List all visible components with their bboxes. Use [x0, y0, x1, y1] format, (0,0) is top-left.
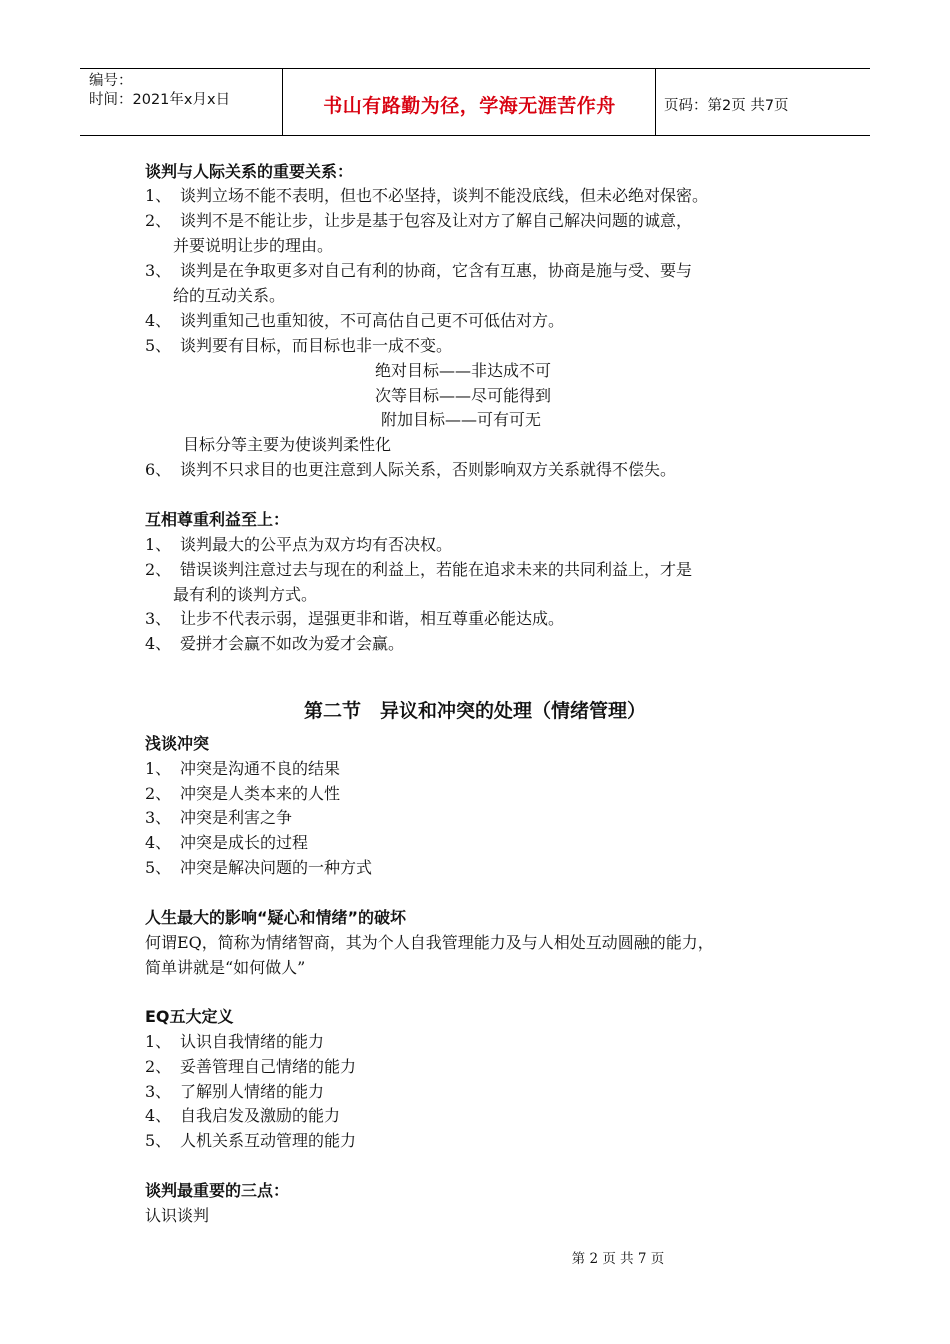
- list-item-continuation: 给的互动关系。: [173, 286, 286, 305]
- paragraph-line: 认识谈判: [145, 1206, 210, 1225]
- list-item: 6、 谈判不只求目的也更注意到人际关系，否则影响双方关系就得不偿失。: [145, 460, 677, 479]
- list-item: 2、 谈判不是不能让步，让步是基于包容及让对方了解自己解决问题的诚意，: [145, 211, 693, 230]
- goal-line: 次等目标——尽可能得到: [375, 386, 552, 405]
- list-item: 4、 自我启发及激励的能力: [145, 1106, 341, 1125]
- list-item: 2、 错误谈判注意过去与现在的利益上，若能在追求未来的共同利益上，才是: [145, 560, 693, 579]
- paragraph-line: 何谓EQ，简称为情绪智商，其为个人自我管理能力及与人相处互动圆融的能力，: [145, 933, 714, 952]
- list-item: 5、 谈判要有目标，而目标也非一成不变。: [145, 336, 453, 355]
- list-item: 3、 冲突是利害之争: [145, 808, 293, 827]
- header-divider: [655, 69, 656, 135]
- section-heading: 谈判最重要的三点：: [145, 1181, 290, 1200]
- section-heading: 浅谈冲突: [145, 734, 210, 753]
- list-item: 1、 认识自我情绪的能力: [145, 1032, 325, 1051]
- chapter-title: 第二节 异议和冲突的处理（情绪管理）: [303, 700, 646, 722]
- header-meta: [89, 72, 230, 110]
- list-item: 2、 冲突是人类本来的人性: [145, 784, 341, 803]
- list-item: 4、 冲突是成长的过程: [145, 833, 309, 852]
- list-item: 3、 了解别人情绪的能力: [145, 1082, 325, 1101]
- section-heading: 谈判与人际关系的重要关系：: [145, 162, 354, 181]
- list-item: 4、 爱拼才会赢不如改为爱才会赢。: [145, 634, 405, 653]
- list-item: 2、 妥善管理自己情绪的能力: [145, 1057, 357, 1076]
- list-item: 4、 谈判重知己也重知彼，不可高估自己更不可低估对方。: [145, 311, 565, 330]
- paragraph-line: 简单讲就是“如何做人”: [145, 958, 306, 977]
- page-header: [80, 68, 870, 136]
- list-item: 1、 谈判立场不能不表明，但也不必坚持，谈判不能没底线，但未必绝对保密。: [145, 186, 709, 205]
- time-label: 时间：2021年x月x日: [89, 92, 231, 108]
- list-item: 5、 人机关系互动管理的能力: [145, 1131, 357, 1150]
- list-item: 5、 冲突是解决问题的一种方式: [145, 858, 373, 877]
- header-motto: 书山有路勤为径，学海无涯苦作舟: [323, 95, 616, 117]
- list-item-continuation: 最有利的谈判方式。: [173, 585, 318, 604]
- section-heading: 人生最大的影响“疑心和情绪”的破坏: [145, 908, 407, 927]
- list-item: 1、 冲突是沟通不良的结果: [145, 759, 341, 778]
- list-item-continuation: 并要说明让步的理由。: [173, 236, 334, 255]
- section-heading: EQ五大定义: [145, 1007, 234, 1026]
- serial-label: 编号：: [89, 73, 133, 89]
- goal-note: 目标分等主要为使谈判柔性化: [183, 435, 392, 454]
- goal-line: 绝对目标——非达成不可: [375, 361, 552, 380]
- list-item: 3、 谈判是在争取更多对自己有利的协商，它含有互惠，协商是施与受、要与: [145, 261, 693, 280]
- section-heading: 互相尊重利益至上：: [145, 510, 290, 529]
- header-page-info: 页码：第2页 共7页: [664, 98, 789, 114]
- list-item: 1、 谈判最大的公平点为双方均有否决权。: [145, 535, 453, 554]
- header-divider: [282, 69, 283, 135]
- list-item: 3、 让步不代表示弱，逞强更非和谐，相互尊重必能达成。: [145, 609, 565, 628]
- page-footer: 第 2 页 共 7 页: [571, 1251, 665, 1267]
- goal-line: 附加目标——可有可无: [381, 410, 542, 429]
